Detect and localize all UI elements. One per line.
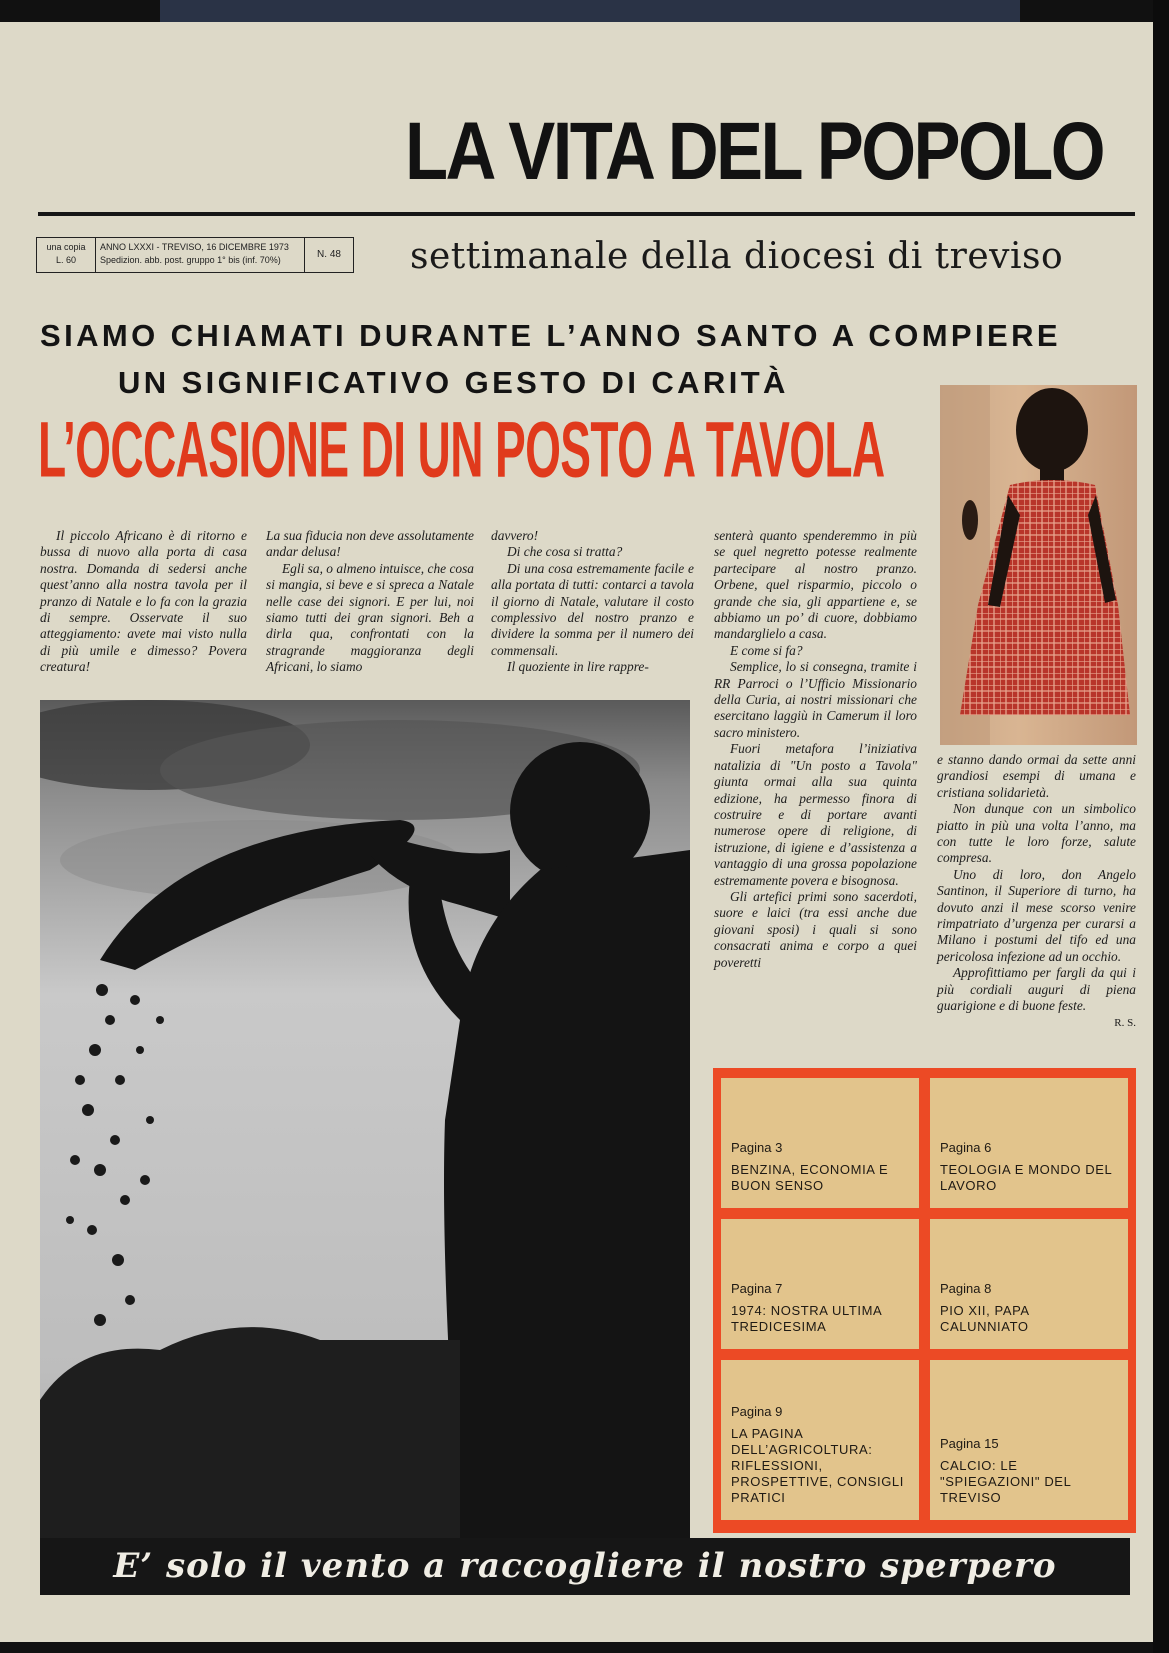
- index-title: CALCIO: LE "SPIEGAZIONI" DEL TREVISO: [940, 1458, 1071, 1505]
- index-tile[interactable]: [930, 1078, 1128, 1208]
- article-column-5: [937, 752, 1136, 1031]
- index-page-number: Pagina 8: [940, 1281, 992, 1296]
- price-value: L. 60: [55, 255, 77, 265]
- index-tile[interactable]: [930, 1360, 1128, 1520]
- article-paragraph: Uno di loro, don Angelo Santinon, il Superiore di turno, ha dovuto anzi il mese scorso venire rimpatriato d’urgenza per curarsi a Milano i postumi del tifo ed una pericolosa infezione ad un occhio.: [937, 866, 1136, 964]
- article-signature: R. S.: [1114, 1016, 1136, 1029]
- issue-details: [96, 238, 305, 272]
- article-paragraph: davvero!: [491, 528, 539, 543]
- article-paragraph: Non dunque con un simbolico piatto in più una volta l’anno, ma con tutte le loro forze, salute compresa.: [937, 801, 1136, 866]
- masthead-subtitle: settimanale della diocesi di treviso: [410, 236, 1064, 277]
- silhouette-image: [40, 700, 690, 1540]
- article-paragraph: senterà quanto spenderemmo in più se quel negretto potesse realmente partecipare al nostro pranzo. Orbene, quel risparmio, piccolo o grande che sia, gli appartiene e, se abbiamo un po’ di cuore, dobbiamo mandarglielo a casa.: [714, 528, 917, 642]
- issue-info-box: [36, 237, 354, 273]
- article-column-3: [491, 528, 694, 676]
- article-column-4: [714, 528, 917, 971]
- index-page-number: Pagina 6: [940, 1140, 992, 1155]
- index-title: BENZINA, ECONOMIA E BUON SENSO: [731, 1162, 889, 1193]
- article-paragraph: Il quoziente in lire rappre-: [507, 659, 649, 675]
- child-photo: [940, 385, 1137, 745]
- postal-info: Spedizion. abb. post. gruppo 1° bis (inf. 70%): [100, 255, 281, 265]
- index-page-number: Pagina 9: [731, 1404, 783, 1419]
- index-title: 1974: NOSTRA ULTIMA TREDICESIMA: [731, 1303, 882, 1334]
- inside-index-box: [713, 1068, 1136, 1533]
- scan-top-edge: [160, 0, 1020, 22]
- photo-caption-banner: E’ solo il vento a raccogliere il nostro sperpero: [40, 1538, 1130, 1595]
- child-figure-image: [940, 385, 1137, 745]
- index-page-number: Pagina 3: [731, 1140, 783, 1155]
- article-paragraph: Semplice, lo si consegna, tramite i RR Parroci o l’Ufficio Missionario della Curia, ai nostri missionari che esercitano laggiù in Camerum il loro sacro ministero.: [714, 659, 917, 740]
- index-tile[interactable]: [721, 1360, 919, 1520]
- article-paragraph: Egli sa, o almeno intuisce, che cosa si mangia, si beve e si spreca a Natale nelle case dei signori. E per lui, noi siamo tutti dei gran signori. Beh a dirla qua, confrontati con la stragrande maggioranza degli Africani, lo siamo: [266, 560, 474, 675]
- article-paragraph: Fuori metafora l’iniziativa natalizia di "Un posto a Tavola" giunta ormai alla sua quinta edizione, ha permesso finora di costruire e di portare avanti numerose opere di religione, di istruzione, di igiene e d’assistenza a vantaggio di una grossa popolazione estremamente povera e bisognosa.: [714, 741, 917, 888]
- article-paragraph: E come si fa?: [730, 642, 803, 658]
- article-column-1: [40, 528, 247, 676]
- article-paragraph: La sua fiducia non deve assolutamente andar delusa!: [266, 528, 474, 560]
- article-paragraph: Approfittiamo per fargli da qui i più cordiali auguri di piena guarigione e di buone feste.: [937, 965, 1136, 1014]
- price-cell: [37, 238, 96, 272]
- masthead-rule: [38, 212, 1135, 216]
- issue-number: N. 48: [317, 249, 341, 260]
- masthead-title: LA VITA DEL POPOLO: [405, 106, 1103, 197]
- index-tile[interactable]: [721, 1078, 919, 1208]
- index-tile[interactable]: [721, 1219, 919, 1349]
- index-title: LA PAGINA DELL’AGRICOLTURA: RIFLESSIONI, PROSPETTIVE, CONSIGLI PRATICI: [731, 1426, 904, 1505]
- index-page-number: Pagina 15: [940, 1436, 999, 1451]
- kicker-line-1: SIAMO CHIAMATI DURANTE L’ANNO SANTO A COMPIERE: [40, 318, 1061, 353]
- scan-right-edge: [1153, 0, 1169, 1653]
- article-paragraph: Il piccolo Africano è di ritorno e bussa di nuovo alla porta di casa nostra. Domanda di sedersi anche quest’anno alla nostra tavola per il pranzo di Natale e lo fa con la grazia di sempre. Osservate il suo atteggiamento: avete mai visto nulla di più umile e dimesso? Povera creatura!: [40, 528, 247, 675]
- article-paragraph: Di una cosa estremamente facile e alla portata di tutti: contarci a tavola il giorno di Natale, valutare il costo complessivo del nostro pranzo e dividere la somma per il numero dei commensali.: [491, 560, 694, 658]
- index-title: TEOLOGIA E MONDO DEL LAVORO: [940, 1162, 1112, 1193]
- price-label: una copia: [46, 242, 86, 252]
- article-paragraph: Gli artefici primi sono sacerdoti, suore e laici (tra essi anche due giovani sposi) i quali si sono consacrati anima e corpo a quei poveretti: [714, 888, 917, 970]
- kicker-line-2: UN SIGNIFICATIVO GESTO DI CARITÀ: [118, 365, 789, 400]
- issue-date: ANNO LXXXI - TREVISO, 16 DICEMBRE 1973: [100, 242, 289, 252]
- article-paragraph: Di che cosa si tratta?: [507, 544, 623, 560]
- main-headline: L’OCCASIONE DI UN POSTO A TAVOLA: [38, 406, 885, 495]
- article-paragraph: e stanno dando ormai da sette anni grandiosi esempi di umana e cristiana solidarietà.: [937, 752, 1136, 800]
- winnowing-photo: [40, 700, 690, 1540]
- index-tile[interactable]: [930, 1219, 1128, 1349]
- index-page-number: Pagina 7: [731, 1281, 783, 1296]
- index-title: PIO XII, PAPA CALUNNIATO: [940, 1303, 1029, 1334]
- article-column-2: [266, 528, 474, 676]
